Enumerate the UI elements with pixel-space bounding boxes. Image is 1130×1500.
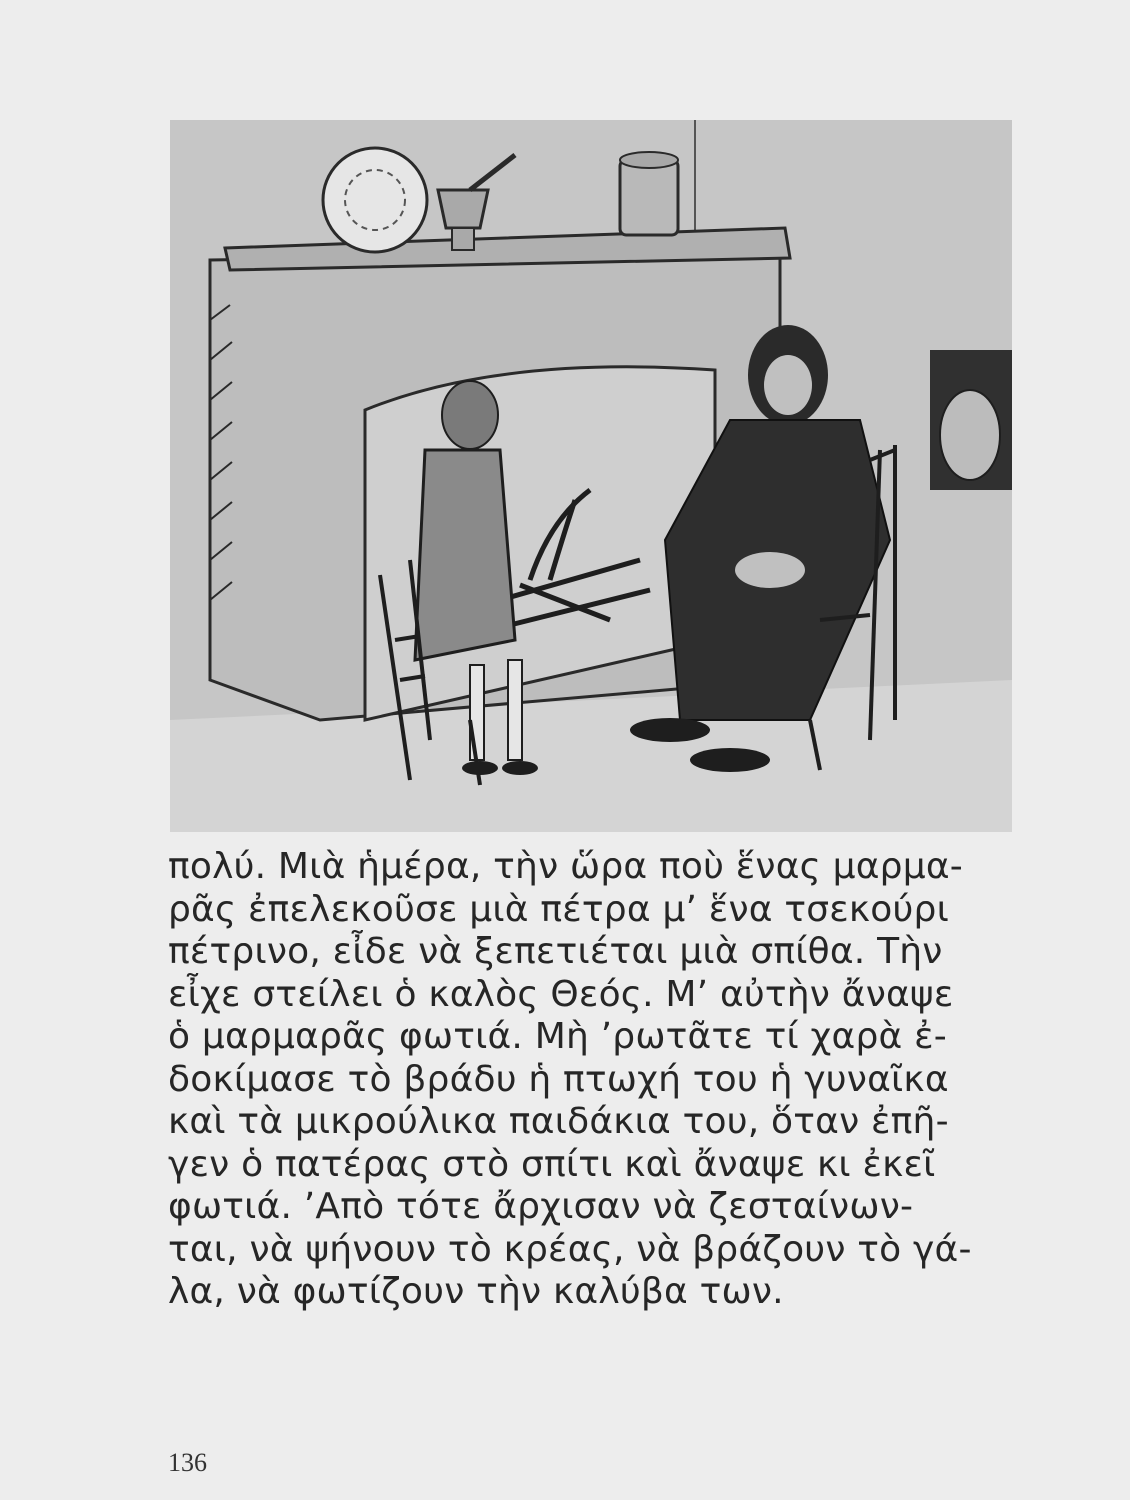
text-line: ται, νὰ ψήνουν τὸ κρέας, νὰ βράζουν τὸ γά- — [168, 1228, 972, 1270]
text-line: ὁ μαρμαρᾶς φωτιά. Μὴ ’ρωτᾶτε τί χαρὰ ἐ- — [168, 1016, 947, 1057]
text-line: γεν ὁ πατέρας στὸ σπίτι καὶ ἄναψε κι ἐκεῖ — [168, 1143, 936, 1185]
text-line: πολύ. Μιὰ ἡμέρα, τὴν ὥρα ποὺ ἕνας μαρμα- — [168, 846, 963, 887]
fireplace-illustration — [170, 120, 1012, 832]
text-line: εἶχε στείλει ὁ καλὸς Θεός. Μ’ αὐτὴν ἄναψε — [168, 973, 954, 1015]
fireplace-scene-icon — [170, 120, 1012, 832]
text-line: λα, νὰ φωτίζουν τὴν καλύβα των. — [168, 1271, 784, 1312]
text-line: πέτρινο, εἶδε νὰ ξεπετιέται μιὰ σπίθα. Τὴν — [168, 931, 943, 972]
text-line: καὶ τὰ μικρούλικα παιδάκια του, ὅταν ἐπῆ- — [168, 1101, 949, 1142]
text-line: φωτιά. ’Απὸ τότε ἄρχισαν νὰ ζεσταίνων- — [168, 1186, 914, 1227]
page-number: 136 — [168, 1448, 207, 1477]
text-line: ρᾶς ἐπελεκοῦσε μιὰ πέτρα μ’ ἕνα τσεκούρι — [168, 888, 949, 930]
story-text — [168, 846, 1028, 1314]
text-line: δοκίμασε τὸ βράδυ ἡ πτωχή του ἡ γυναῖκα — [168, 1058, 949, 1100]
